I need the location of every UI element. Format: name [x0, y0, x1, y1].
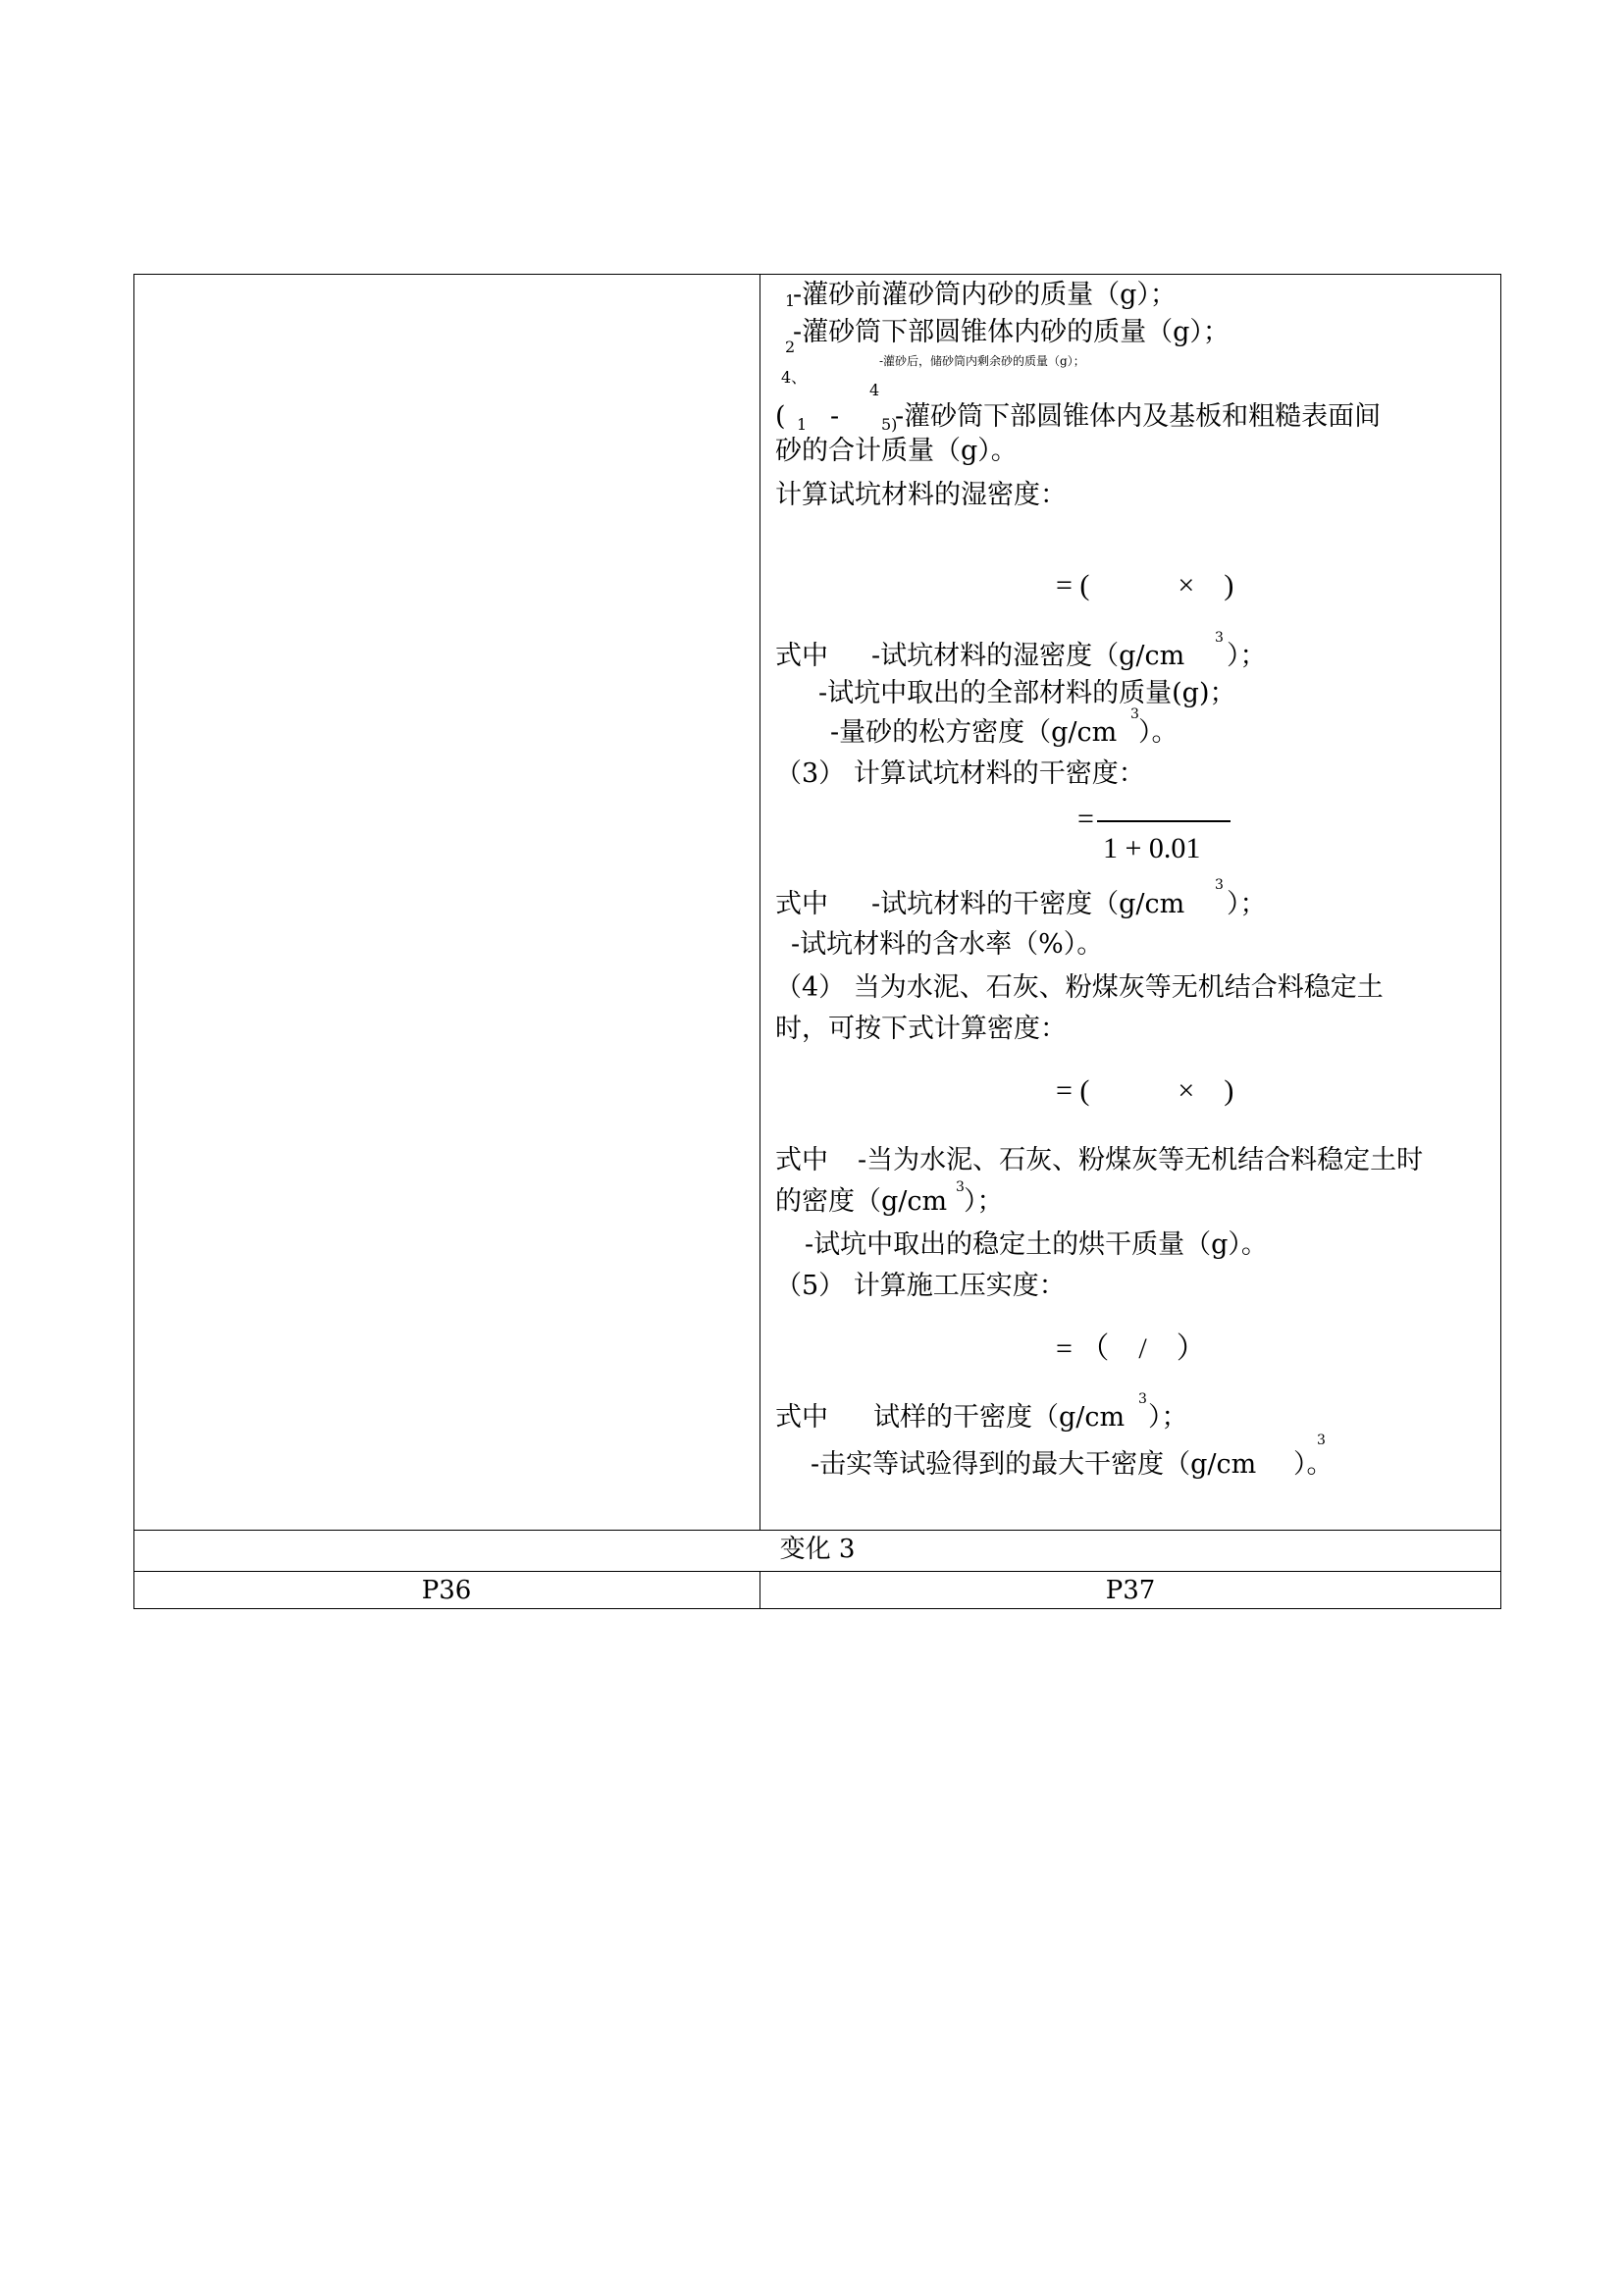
subscript-2: 2	[785, 338, 796, 356]
line-3-small: -灌砂后，储砂筒内剩余砂的质量（g）；	[879, 354, 1085, 368]
sup-3-d: 3	[956, 1179, 965, 1195]
fraction-bar	[1097, 820, 1231, 822]
merged-row-label: 变化 3	[779, 1535, 856, 1564]
line-19: 试样的干密度（g/cm	[873, 1402, 1126, 1433]
line-9: -量砂的松方密度（g/cm	[830, 717, 1118, 748]
equation-compaction: = （ / ）	[1056, 1332, 1206, 1365]
subscript-1: 1	[785, 291, 796, 310]
equation-dry-equals: =	[1077, 803, 1094, 835]
sup-3-e: 3	[1138, 1391, 1147, 1407]
line-16: 的密度（g/cm	[775, 1186, 948, 1217]
right-page-cell: P37	[1105, 1576, 1156, 1605]
line-2: -灌砂筒下部圆锥体内砂的质量（g）；	[793, 317, 1230, 347]
subscript-5: 5)	[881, 415, 898, 434]
sup-3-b: 3	[1130, 706, 1139, 722]
line-7-tail: ）；	[1227, 641, 1267, 671]
row-divider-1	[133, 1530, 1501, 1531]
line-20-tail: ）。	[1293, 1449, 1334, 1480]
line-13: （4） 当为水泥、石灰、粉煤灰等无机结合料稳定土	[775, 972, 1384, 1003]
left-page-cell: P36	[421, 1576, 472, 1605]
line-1: -灌砂前灌砂筒内砂的质量（g）；	[793, 280, 1177, 310]
line-20: -击实等试验得到的最大干密度（g/cm	[811, 1449, 1257, 1480]
line-15: -当为水泥、石灰、粉煤灰等无机结合料稳定土时	[858, 1145, 1424, 1175]
line-14: 时，可按下式计算密度：	[775, 1014, 1067, 1044]
line-19-tail: ）；	[1148, 1402, 1188, 1433]
paren-open: (	[775, 401, 786, 432]
subscript-1b: 1	[797, 415, 808, 434]
shizhong-1: 式中	[775, 641, 828, 671]
line-18: （5） 计算施工压实度：	[775, 1271, 1066, 1301]
line-9-tail: ）。	[1138, 717, 1179, 748]
line-16-tail: ）；	[964, 1186, 1004, 1217]
equation-dry-denominator: 1 + 0.01	[1103, 832, 1201, 864]
sup-3-f: 3	[1317, 1433, 1326, 1448]
line-17: -试坑中取出的稳定土的烘干质量（g）。	[805, 1229, 1268, 1260]
line-6: 计算试坑材料的湿密度：	[775, 480, 1067, 510]
shizhong-4: 式中	[775, 1402, 828, 1433]
line-11-tail: ）；	[1227, 889, 1267, 919]
sup-3-a: 3	[1215, 630, 1224, 646]
equation-wet-density: = ( × )	[1056, 569, 1234, 601]
line-5: 砂的合计质量（g）。	[775, 436, 1018, 466]
sup-3-c: 3	[1215, 877, 1224, 893]
line-10: （3） 计算试坑材料的干密度：	[775, 758, 1145, 789]
minus-sign: -	[830, 401, 840, 432]
shizhong-3: 式中	[775, 1145, 828, 1175]
shizhong-2: 式中	[775, 889, 828, 919]
line-8: -试坑中取出的全部材料的质量(g)；	[818, 678, 1236, 708]
subscript-4b: 4	[869, 381, 880, 399]
row-divider-2	[133, 1571, 1501, 1572]
equation-stabilized-density: = ( × )	[1056, 1074, 1234, 1107]
line-11: -试坑材料的干密度（g/cm	[871, 889, 1185, 919]
line-12: -试坑材料的含水率（%）。	[791, 929, 1104, 960]
subscript-4a: 4、	[781, 368, 808, 387]
line-4: -灌砂筒下部圆锥体内及基板和粗糙表面间	[895, 401, 1382, 432]
line-7: -试坑材料的湿密度（g/cm	[871, 641, 1185, 671]
